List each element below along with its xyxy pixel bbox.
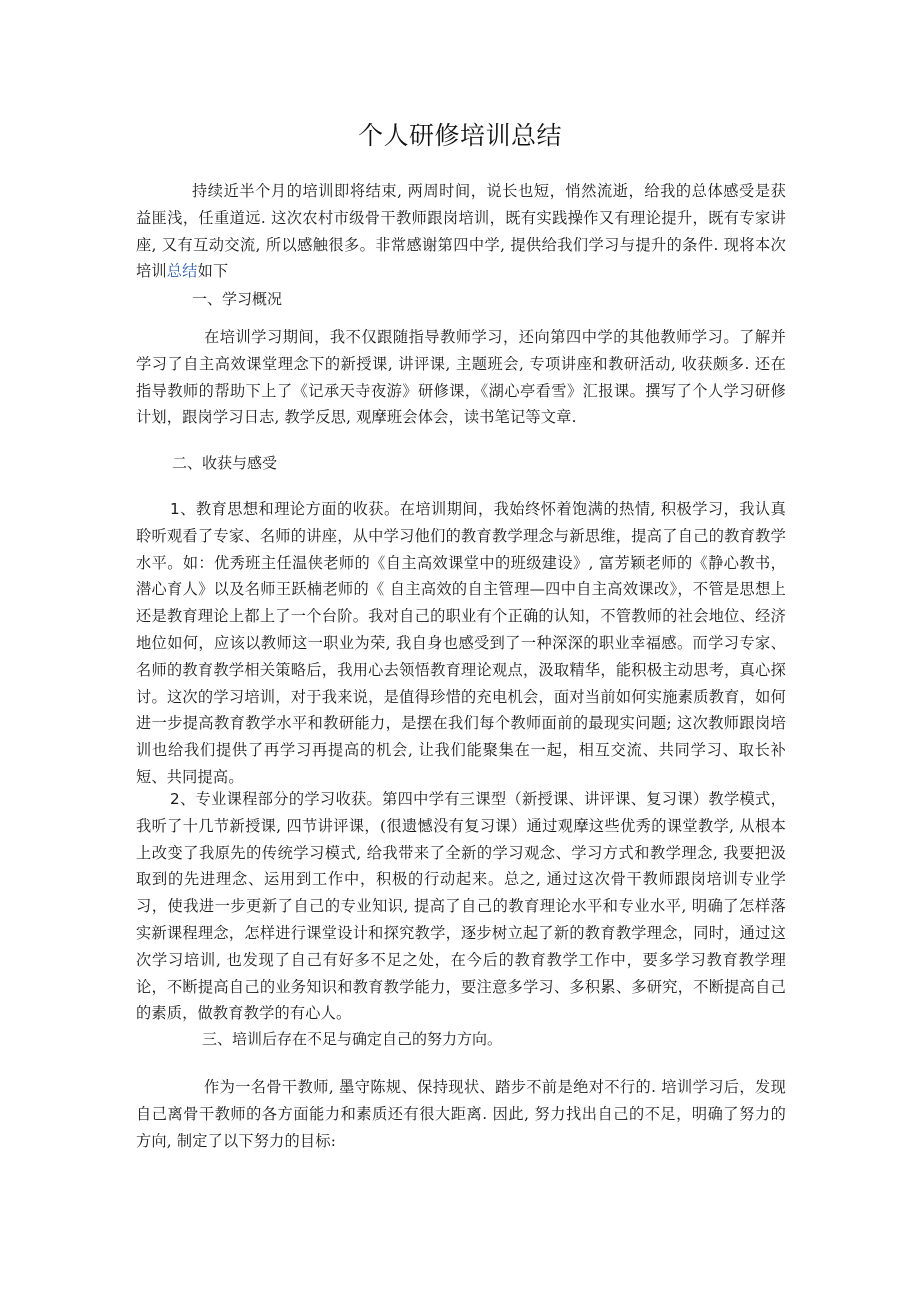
section1-heading: 一、学习概况 — [192, 290, 283, 308]
intro-text: 持续近半个月的培训即将结束, 两周时间，说长也短，悄然流逝，给我的总体感受是获益匪浅，任重道远. 这次农村市级骨干教师跟岗培训，既有实践操作又有理论提升，既有专家讲座, 又有互动交流, 所以感触很多。非常感谢第四中学, 提供给我们学习与提升的条件. 现将本次培训 — [136, 182, 786, 281]
item1-number: 1 — [170, 500, 180, 518]
intro-paragraph — [136, 178, 786, 285]
document-title: 个人研修培训总结 — [357, 121, 562, 150]
section3-paragraph: 作为一名骨干教师, 墨守陈规、保持现状、踏步不前是绝对不行的. 培训学习后，发现自己离骨干教师的各方面能力和素质还有很大距离. 因此, 努力找出自己的不足，明确了努力的方向, 制定了以下努力的目标: — [136, 1078, 786, 1150]
section3-heading: 三、培训后存在不足与确定自己的努力方向。 — [202, 1030, 503, 1048]
summary-link[interactable]: 总结 — [166, 262, 198, 281]
item2-text: 、专业课程部分的学习收获。第四中学有三课型（新授课、讲评课、复习课）教学模式，我听了十几节新授课, 四节讲评课，(很遗憾没有复习课）通过观摩这些优秀的课堂教学, 从根本上改变了我原先的传统学习模式, 给我带来了全新的学习观念、学习方式和教学理念, 我要把汲取到的先进理念、运用到工作中，积极的行动起来。总之, 通过这次骨干教师跟岗培训专业学习，使我进一步更新了自己的专业知识, 提高了自己的教育理论水平和专业水平, 明确了怎样落实新课程理念，怎样进行课堂设计和探究教学，逐步树立起了新的教育教学理念，同时，通过这次学习培训, 也发现了自己有好多不足之处，在今后的教育教学工作中，要多学习教育教学理论，不断提高自己的业务知识和教育教学能力，要注意多学习、多积累、多研究，不断提高自己的素质，做教育教学的有心人。 — [136, 790, 786, 1023]
section2-item1-paragraph — [136, 496, 786, 791]
section2-item2-paragraph — [136, 786, 786, 1027]
item1-text: 、教育思想和理论方面的收获。在培训期间，我始终怀着饱满的热情, 积极学习，我认真聆听观看了专家、名师的讲座，从中学习他们的教育教学理念与新思维，提高了自己的教育教学水平。如：优秀班主任温侠老师的《自主高效课堂中的班级建设》, 富芳颖老师的《静心教书，潜心育人》以及名师王跃楠老师的《 自主高效的自主管理—四中自主高效课改》，不管是思想上还是教育理论上都上了一个台阶。我对自己的职业有个正确的认知，不管教师的社会地位、经济地位如何，应该以教师这一职业为荣, 我自身也感受到了一种深深的职业幸福感。而学习专家、名师的教育教学相关策略后，我用心去领悟教育理论观点，汲取精华，能积极主动思考，真心探讨。这次的学习培训，对于我来说，是值得珍惜的充电机会，面对当前如何实施素质教育，如何进一步提高教育教学水平和教研能力，是摆在我们每个教师面前的最现实问题; 这次教师跟岗培训也给我们提供了再学习再提高的机会, 让我们能聚集在一起，相互交流、共同学习、取长补短、共同提高。 — [136, 500, 786, 786]
intro-text-end: 如下 — [197, 262, 229, 281]
item2-number: 2 — [170, 790, 180, 808]
section2-heading: 二、收获与感受 — [172, 454, 278, 472]
section1-paragraph: 在培训学习期间，我不仅跟随指导教师学习，还向第四中学的其他教师学习。了解并学习了自主高效课堂理念下的新授课, 讲评课, 主题班会, 专项讲座和教研活动, 收获颇多. 还在指导教师的帮助下上了《记承天寺夜游》研修课，《湖心亭看雪》汇报课。撰写了个人学习研修计划，跟岗学习日志, 教学反思, 观摩班会体会，读书笔记等文章. — [136, 328, 786, 427]
